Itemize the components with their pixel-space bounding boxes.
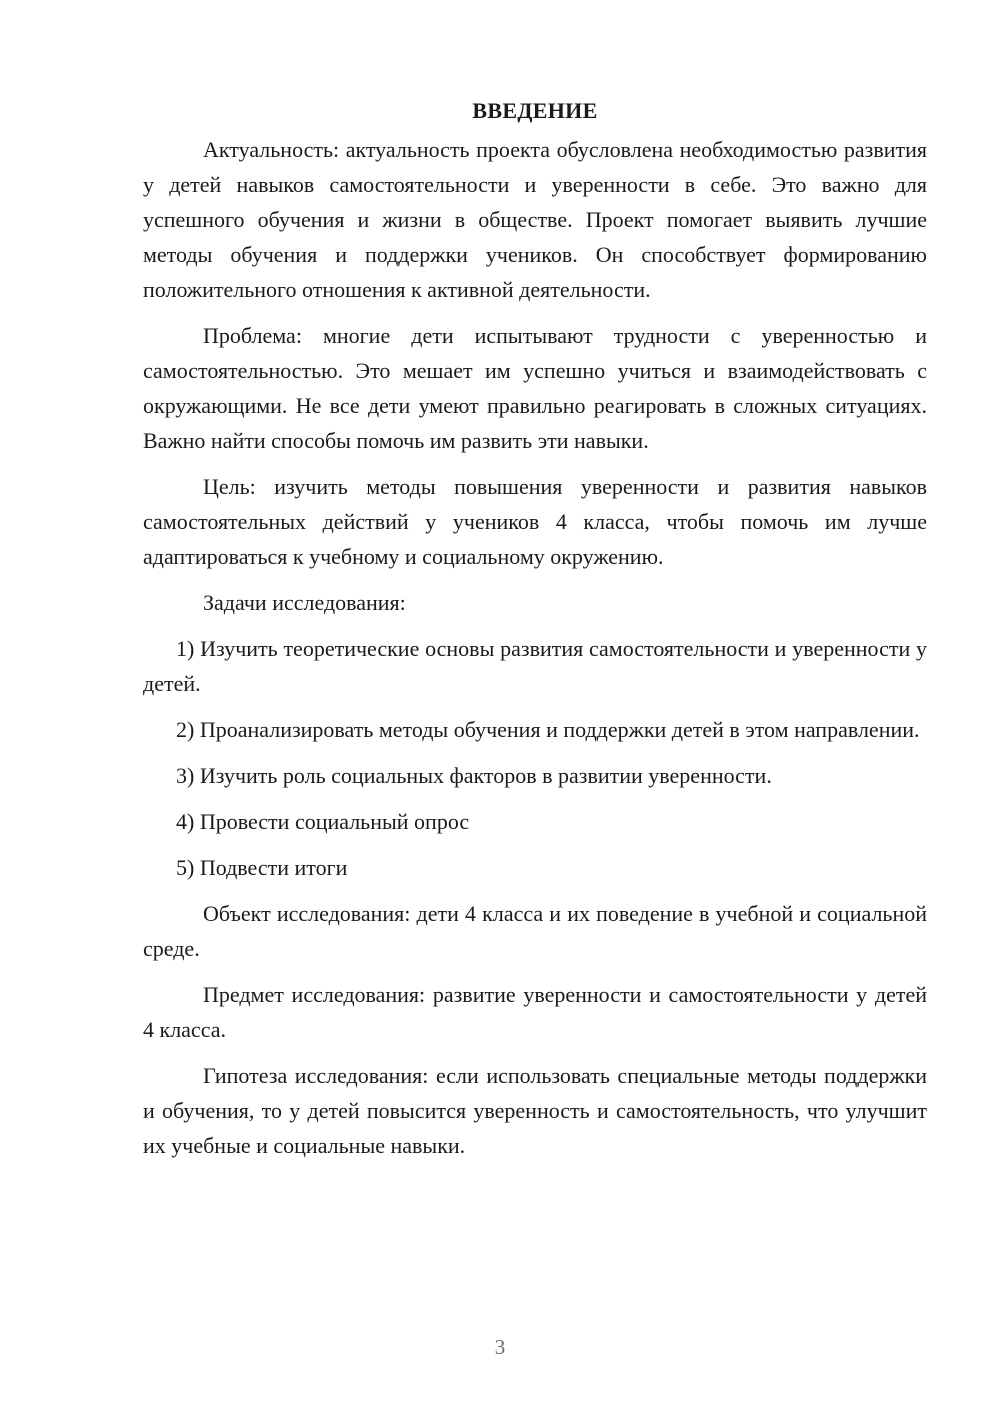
hypothesis-paragraph: Гипотеза исследования: если использовать специальные методы поддержки и обучения, то у детей повысится уверенность и самостоятельность, что улучшит их учебные и социальные навыки.: [143, 1063, 927, 1158]
tasks-heading: Задачи исследования:: [203, 590, 406, 615]
task-item: 3) Изучить роль социальных факторов в развитии уверенности.: [176, 763, 772, 788]
object-paragraph: Объект исследования: дети 4 класса и их поведение в учебной и социальной среде.: [143, 901, 927, 961]
task-item: 4) Провести социальный опрос: [176, 809, 470, 834]
subject-paragraph: Предмет исследования: развитие уверенности и самостоятельности у детей 4 класса.: [143, 982, 927, 1042]
relevance-paragraph: Актуальность: актуальность проекта обусловлена необходимостью развития у детей навыков самостоятельности и уверенности в себе. Это важно для успешного обучения и жизни в обществе. Проект помогает выявить лучшие методы обучения и поддержки учеников. Он способствует формированию положительного отношения к активной деятельности.: [143, 137, 927, 302]
section-title: ВВЕДЕНИЕ: [472, 98, 598, 123]
page-number: 3: [494, 1335, 506, 1359]
task-item: 1) Изучить теоретические основы развития самостоятельности и уверенности у детей.: [143, 636, 927, 696]
goal-paragraph: Цель: изучить методы повышения уверенности и развития навыков самостоятельных действий у учеников 4 класса, чтобы помочь им лучше адаптироваться к учебному и социальному окружению.: [143, 474, 927, 569]
page-content: [143, 93, 927, 1163]
task-item: 2) Проанализировать методы обучения и поддержки детей в этом направлении.: [176, 717, 920, 742]
task-item: 5) Подвести итоги: [176, 855, 348, 880]
problem-paragraph: Проблема: многие дети испытывают трудности с уверенностью и самостоятельностью. Это мешает им успешно учиться и взаимодействовать с окружающими. Не все дети умеют правильно реагировать в сложных ситуациях. Важно найти способы помочь им развить эти навыки.: [143, 323, 927, 453]
